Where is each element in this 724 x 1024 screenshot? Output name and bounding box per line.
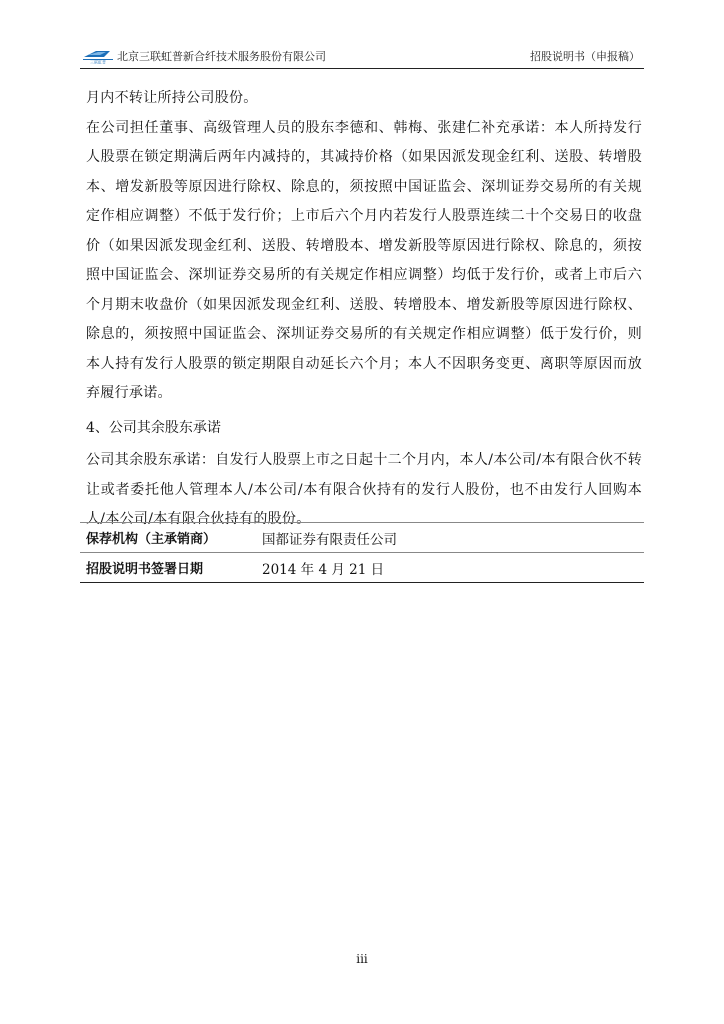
table-row	[80, 523, 644, 553]
company-name: 北京三联虹普新合纤技术服务股份有限公司	[117, 50, 326, 63]
paragraph-other-shareholders: 公司其余股东承诺：自发行人股票上市之日起十二个月内，本人/本公司/本有限合伙不转让或者委托他人管理本人/本公司/本有限合伙持有的发行人股份，也不由发行人回购本人/本公司/本有限合伙持有的股份。	[86, 452, 642, 527]
sponsor-value: 国都证券有限责任公司	[262, 531, 397, 548]
paragraph-director-commitment: 在公司担任董事、高级管理人员的股东李德和、韩梅、张建仁补充承诺：本人所持发行人股票在锁定期满后两年内减持的，其减持价格（如果因派发现金红利、送股、转增股本、增发新股等原因进行除权、除息的，须按照中国证监会、深圳证券交易所的有关规定作相应调整）不低于发行价；上市后六个月内若发行人股票连续二十个交易日的收盘价（如果因派发现金红利、送股、转增股本、增发新股等原因进行除权、除息的，须按照中国证监会、深圳证券交易所的有关规定作相应调整）均低于发行价，或者上市后六个月期末收盘价（如果因派发现金红利、送股、转增股本、增发新股等原因进行除权、除息的，须按照中国证监会、深圳证券交易所的有关规定作相应调整）低于发行价，则本人持有发行人股票的锁定期限自动延长六个月；本人不因职务变更、离职等原因而放弃履行承诺。	[86, 119, 642, 401]
company-logo-icon	[82, 48, 114, 64]
page-header	[80, 46, 644, 69]
sponsor-label: 保荐机构（主承销商）	[86, 532, 217, 547]
paragraph-continuation: 月内不转让所持公司股份。	[86, 90, 258, 106]
table-row	[80, 553, 644, 583]
section-title-other-shareholders: 4、公司其余股东承诺	[86, 419, 221, 436]
issuance-info-table	[80, 522, 644, 583]
page-number: iii	[356, 952, 368, 966]
signing-date-value: 2014 年 4 月 21 日	[262, 561, 385, 578]
document-type: 招股说明书（申报稿）	[530, 50, 640, 63]
body-content	[86, 84, 642, 535]
svg-text:三联虹普: 三联虹普	[90, 59, 106, 64]
signing-date-label: 招股说明书签署日期	[86, 562, 204, 577]
